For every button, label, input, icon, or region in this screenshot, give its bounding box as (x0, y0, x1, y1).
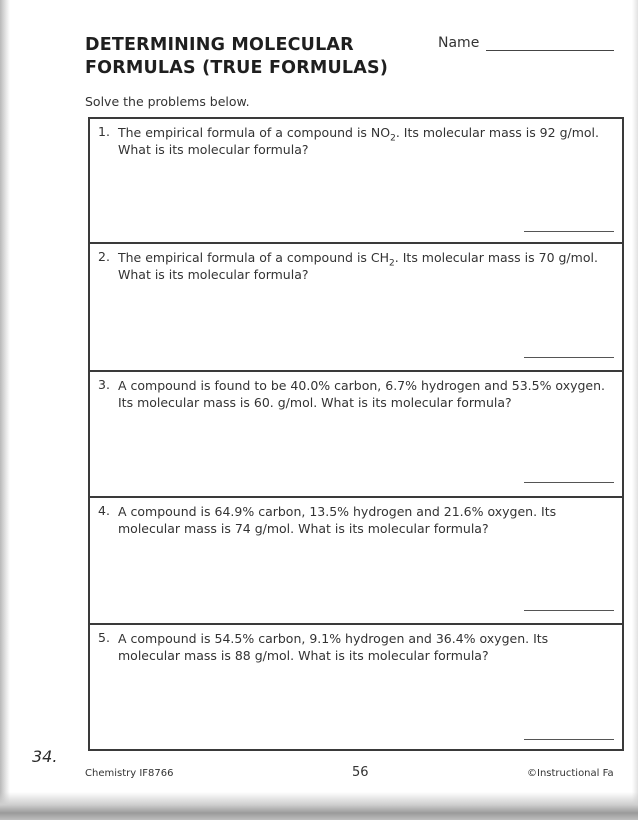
answer-blank[interactable] (524, 357, 614, 358)
problem-text: The empirical formula of a compound is $NO_2$. Its molecular mass is 92 g/mol. What is its molecular formula? (118, 125, 599, 157)
name-field[interactable] (486, 50, 614, 51)
title-line-2: FORMULAS (TRUE FORMULAS) (85, 58, 389, 78)
answer-blank[interactable] (524, 231, 614, 232)
scan-shadow-right (632, 0, 638, 820)
answer-blank[interactable] (524, 739, 614, 740)
problem-2 (90, 244, 622, 372)
name-label: Name (438, 35, 480, 51)
problem-1 (90, 119, 622, 244)
problem-text: A compound is 54.5% carbon, 9.1% hydrogen and 36.4% oxygen. Its molecular mass is 88 g/mol. What is its molecular formula? (118, 631, 549, 663)
problem-table (88, 117, 624, 751)
problem-number: 2. (98, 249, 110, 264)
handwritten-mark (30, 742, 70, 768)
problem-number: 1. (98, 124, 110, 139)
problem-text: A compound is 64.9% carbon, 13.5% hydrogen and 21.6% oxygen. Its molecular mass is 74 g/mol. What is its molecular formula? (118, 504, 557, 536)
handwritten-text: 34. (32, 747, 58, 766)
problem-number: 3. (98, 377, 110, 392)
problem-text: The empirical formula of a compound is $CH_2$. Its molecular mass is 70 g/mol. What is its molecular formula? (118, 250, 598, 282)
scan-shadow-bottom (0, 792, 638, 820)
page-number: 56 (352, 765, 369, 780)
problem-number: 4. (98, 503, 110, 518)
problem-number: 5. (98, 630, 110, 645)
title-line-1: DETERMINING MOLECULAR (85, 35, 354, 55)
problem-3 (90, 372, 622, 498)
answer-blank[interactable] (524, 610, 614, 611)
footer-copyright: ©Instructional Fa (527, 768, 614, 779)
problem-5 (90, 625, 622, 749)
problem-text: A compound is found to be 40.0% carbon, 6.7% hydrogen and 53.5% oxygen. Its molecular mass is 60. g/mol. What is its molecular formula? (118, 378, 606, 410)
answer-blank[interactable] (524, 482, 614, 483)
scan-shadow-left (0, 0, 10, 820)
problem-4 (90, 498, 622, 625)
page-title (85, 34, 405, 80)
instructions: Solve the problems below. (85, 94, 250, 109)
footer-course: Chemistry IF8766 (85, 768, 174, 779)
